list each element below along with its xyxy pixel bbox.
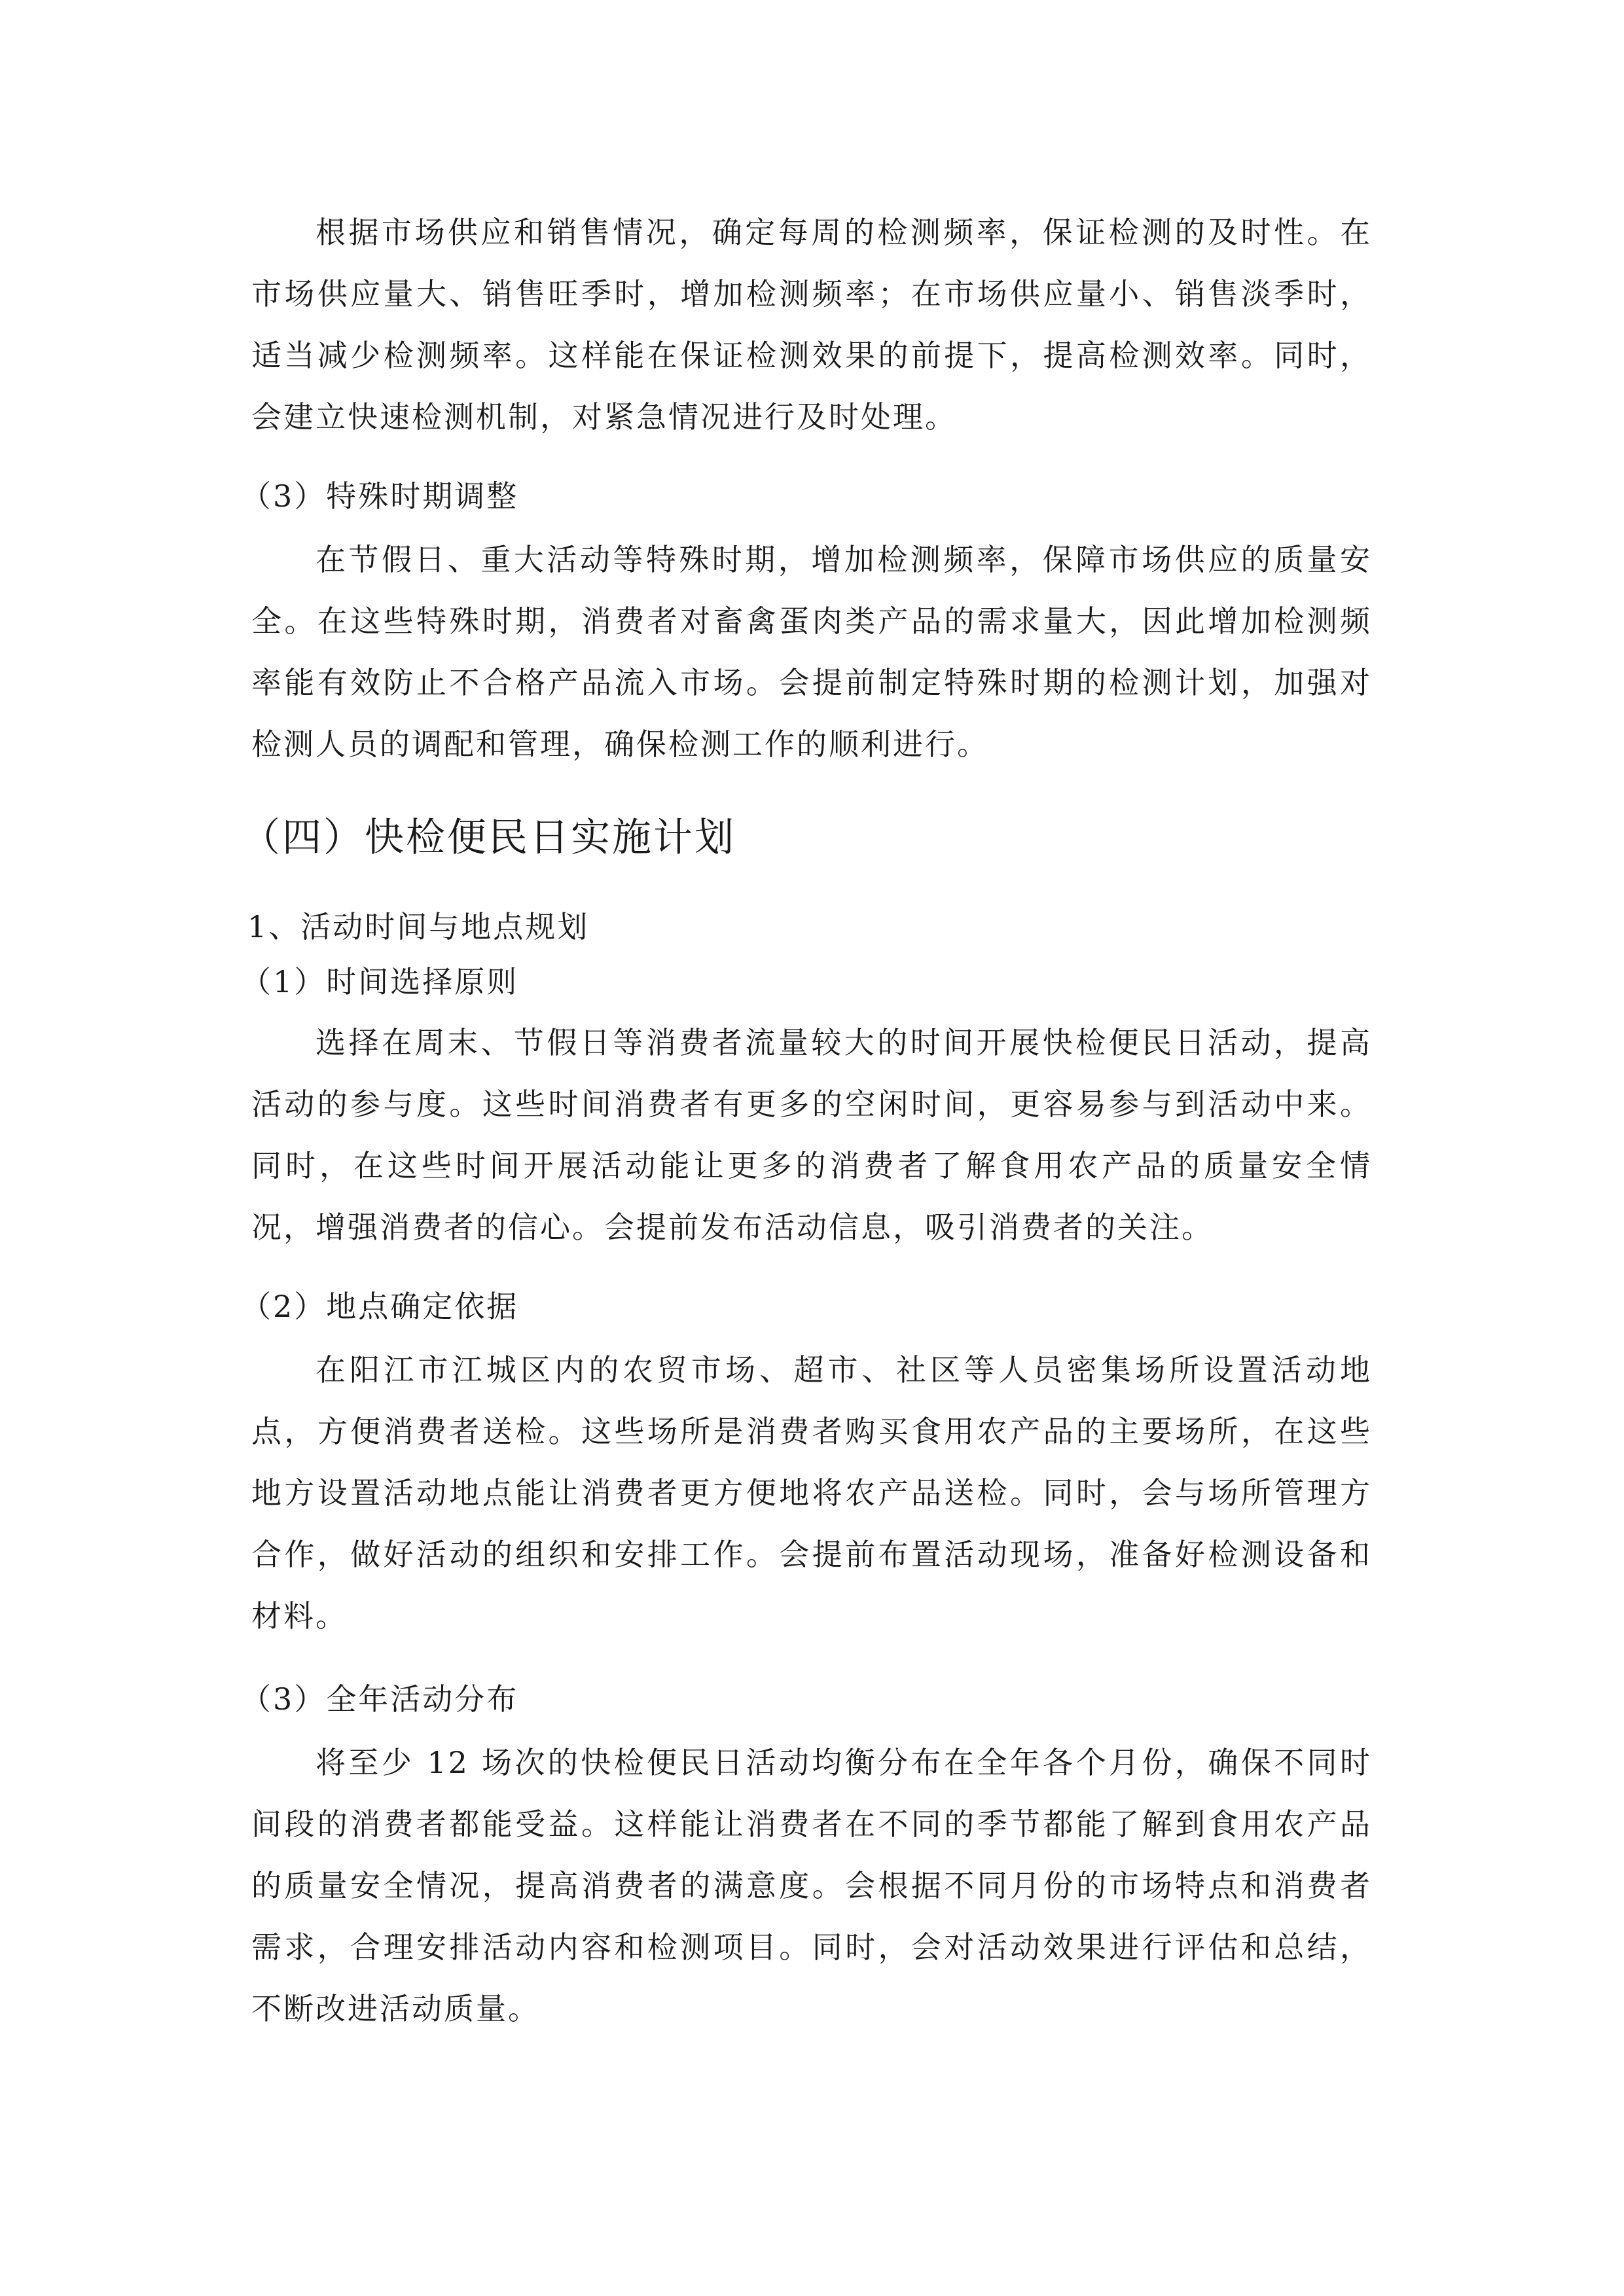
- paragraph-detection-frequency: 根据市场供应和销售情况，确定每周的检测频率，保证检测的及时性。在市场供应量大、销售旺季时，增加检测频率；在市场供应量小、销售淡季时，适当减少检测频率。这样能在保证检测效果的前提下，提高检测效率。同时，会建立快速检测机制，对紧急情况进行及时处理。: [251, 215, 1372, 435]
- heading-annual-distribution: （3）全年活动分布: [241, 1681, 519, 1717]
- paragraph-annual-distribution: 将至少 12 场次的快检便民日活动均衡分布在全年各个月份，确保不同时间段的消费者都能受益。这样能让消费者在不同的季节都能了解到食用农产品的质量安全情况，提高消费者的满意度。会根据不同月份的市场特点和消费者需求，合理安排活动内容和检测项目。同时，会对活动效果进行评估和总结，不断改进活动质量。: [251, 1745, 1372, 2026]
- paragraph-time-principle: 选择在周末、节假日等消费者流量较大的时间开展快检便民日活动，提高活动的参与度。这些时间消费者有更多的空闲时间，更容易参与到活动中来。同时，在这些时间开展活动能让更多的消费者了解食用农产品的质量安全情况，增强消费者的信心。会提前发布活动信息，吸引消费者的关注。: [251, 1025, 1372, 1245]
- heading-special-period: （3）特殊时期调整: [241, 478, 519, 514]
- paragraph-location-basis: 在阳江市江城区内的农贸市场、超市、社区等人员密集场所设置活动地点，方便消费者送检。这些场所是消费者购买食用农产品的主要场所，在这些地方设置活动地点能让消费者更方便地将农产品送检。同时，会与场所管理方合作，做好活动的组织和安排工作。会提前布置活动现场，准备好检测设备和材料。: [251, 1352, 1372, 1634]
- heading-location-basis: （2）地点确定依据: [241, 1289, 519, 1324]
- section-title-four: （四）快检便民日实施计划: [241, 815, 736, 861]
- paragraph-special-period: 在节假日、重大活动等特殊时期，增加检测频率，保障市场供应的质量安全。在这些特殊时期，消费者对畜禽蛋肉类产品的需求量大，因此增加检测频率能有效防止不合格产品流入市场。会提前制定特殊时期的检测计划，加强对检测人员的调配和管理，确保检测工作的顺利进行。: [251, 542, 1372, 762]
- heading-item-one: 1、活动时间与地点规划: [247, 909, 590, 944]
- heading-time-principle: （1）时间选择原则: [241, 964, 519, 999]
